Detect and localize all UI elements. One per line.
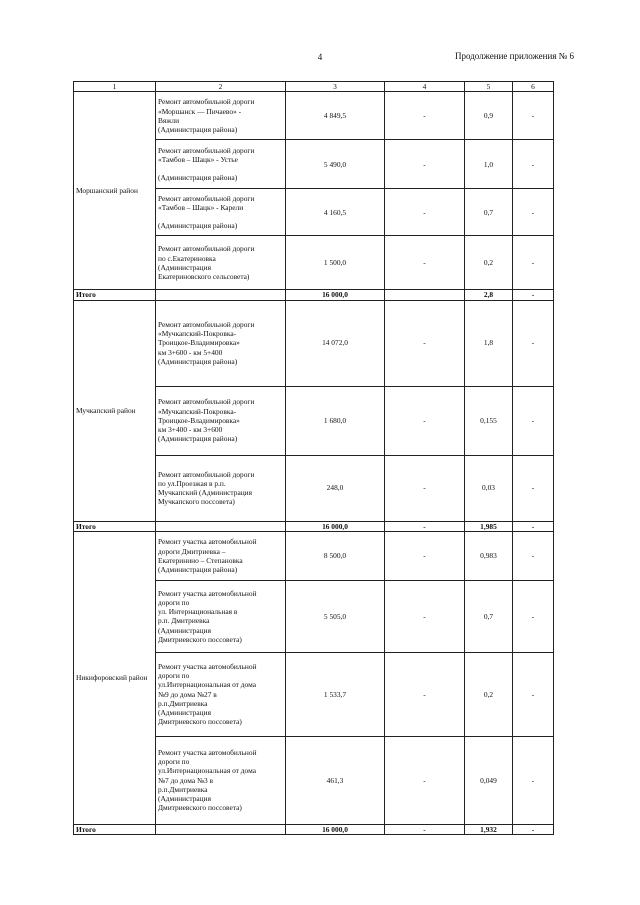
data-table — [73, 81, 554, 835]
description-line: ул.Интернациональная от дома — [158, 766, 256, 776]
total-col6: - — [513, 824, 554, 834]
description-line: (Администрация — [158, 262, 211, 272]
total-empty-cell — [156, 824, 286, 834]
total-label: Итого — [74, 521, 156, 531]
column-number: 4 — [385, 82, 465, 92]
description-line: «Мучкапский-Покровка- — [158, 329, 237, 339]
col6-cell: - — [513, 189, 554, 236]
col6-cell: - — [513, 386, 554, 455]
col4-cell: - — [385, 531, 465, 580]
table-row — [74, 300, 554, 386]
description-line: (Администрация района) — [158, 434, 238, 444]
description-line: (Администрация — [158, 794, 211, 804]
total-col4: - — [385, 824, 465, 834]
col6-cell: - — [513, 92, 554, 140]
amount-cell: 14 072,0 — [286, 300, 385, 386]
length-cell: 0,049 — [465, 736, 513, 824]
total-amount: 16 000,0 — [286, 290, 385, 300]
length-cell: 0,9 — [465, 92, 513, 140]
description-line: «Моршанск — Пичаево» - — [158, 106, 242, 116]
description-line: по с.Екатериновка — [158, 253, 216, 263]
total-col4: - — [385, 521, 465, 531]
description-line: (Администрация района) — [158, 356, 238, 366]
description-line — [158, 164, 283, 173]
description-line: дороги по — [158, 597, 190, 607]
col4-cell: - — [385, 92, 465, 140]
description-line: (Администрация — [158, 625, 211, 635]
description-line: №9 до дома №27 в — [158, 689, 217, 699]
table-row — [74, 92, 554, 140]
description-line: №7 до дома №3 в — [158, 775, 214, 785]
annex-caption: Продолжение приложения № 6 — [454, 51, 574, 61]
description-line: Ремонт автомобильной дороги — [158, 397, 255, 407]
description-line: км 3+400 - км 3+600 — [158, 425, 223, 435]
description-line: км 3+600 - км 5+400 — [158, 347, 223, 357]
description-line: Вяжли — [158, 115, 180, 125]
work-description — [156, 236, 286, 290]
amount-cell: 248,0 — [286, 455, 385, 521]
description-line: Мучкапский (Администрация — [158, 488, 253, 497]
col4-cell: - — [385, 386, 465, 455]
description-line: «Мучкапский-Покровка- — [158, 406, 237, 416]
amount-cell: 461,3 — [286, 736, 385, 824]
work-description — [156, 386, 286, 455]
amount-cell: 1 500,0 — [286, 236, 385, 290]
length-cell: 0,155 — [465, 386, 513, 455]
column-number-row — [74, 82, 554, 92]
amount-cell: 8 500,0 — [286, 531, 385, 580]
amount-cell: 4 849,5 — [286, 92, 385, 140]
work-description — [156, 189, 286, 236]
amount-cell: 5 505,0 — [286, 580, 385, 652]
description-line: Троицкое-Владимировка» — [158, 415, 240, 425]
col4-cell: - — [385, 736, 465, 824]
total-col6: - — [513, 521, 554, 531]
description-line: по ул.Проезжая в р.п. — [158, 478, 226, 488]
description-line: Ремонт автомобильной дороги — [158, 469, 255, 479]
amount-cell: 1 680,0 — [286, 386, 385, 455]
description-line: Ремонт участка автомобильной — [158, 537, 257, 547]
description-line: (Администрация — [158, 708, 211, 718]
work-description — [156, 652, 286, 736]
total-length: 2,8 — [465, 290, 513, 300]
total-empty-cell — [156, 521, 286, 531]
description-line: ул.Интернациональная от дома — [158, 680, 256, 690]
col6-cell: - — [513, 652, 554, 736]
col4-cell: - — [385, 455, 465, 521]
description-line: (Администрация района) — [158, 173, 238, 183]
length-cell: 0,03 — [465, 455, 513, 521]
amount-cell: 1 533,7 — [286, 652, 385, 736]
description-line: дороги Дмитриевка – — [158, 546, 226, 556]
description-line: Ремонт участка автомобильной — [158, 588, 257, 598]
length-cell: 1,0 — [465, 140, 513, 189]
description-line: Ремонт участка автомобильной — [158, 661, 257, 671]
col4-cell: - — [385, 236, 465, 290]
column-number: 1 — [74, 82, 156, 92]
table-row — [74, 531, 554, 580]
description-line: дороги по — [158, 671, 190, 681]
work-description — [156, 531, 286, 580]
work-description — [156, 736, 286, 824]
col6-cell: - — [513, 300, 554, 386]
work-description — [156, 300, 286, 386]
district-cell: Моршанский район — [74, 92, 156, 290]
description-line: Екатериновского сельсовета) — [158, 272, 250, 281]
description-line: (Администрация района) — [158, 565, 238, 574]
length-cell: 0,983 — [465, 531, 513, 580]
length-cell: 0,7 — [465, 189, 513, 236]
col6-cell: - — [513, 580, 554, 652]
description-line: ул. Интернациональная в — [158, 607, 238, 616]
col4-cell: - — [385, 140, 465, 189]
description-line: Екатеринино – Степановка — [158, 555, 243, 565]
total-row — [74, 521, 554, 531]
column-number: 3 — [286, 82, 385, 92]
col4-cell: - — [385, 300, 465, 386]
description-line: р.п. Дмитриевка — [158, 616, 210, 626]
col6-cell: - — [513, 531, 554, 580]
work-description — [156, 92, 286, 140]
length-cell: 0,2 — [465, 652, 513, 736]
description-line: Ремонт автомобильной дороги — [158, 97, 255, 107]
description-line: р.п.Дмитриевка — [158, 698, 208, 708]
length-cell: 1,8 — [465, 300, 513, 386]
col6-cell: - — [513, 455, 554, 521]
description-line: Троицкое-Владимировка» — [158, 338, 240, 348]
column-number: 2 — [156, 82, 286, 92]
description-line: Дмитриевского поссовета) — [158, 634, 242, 644]
col4-cell: - — [385, 189, 465, 236]
work-description — [156, 455, 286, 521]
description-line: Ремонт автомобильной дороги — [158, 319, 255, 329]
description-line: дороги по — [158, 757, 190, 767]
description-line: Ремонт автомобильной дороги — [158, 145, 255, 155]
page-number: 4 — [317, 52, 323, 62]
district-cell: Мучкапский район — [74, 300, 156, 521]
description-line: Ремонт автомобильной дороги — [158, 193, 255, 203]
col4-cell: - — [385, 580, 465, 652]
amount-cell: 5 490,0 — [286, 140, 385, 189]
col4-cell: - — [385, 652, 465, 736]
total-length: 1,985 — [465, 521, 513, 531]
column-number: 6 — [513, 82, 554, 92]
col6-cell: - — [513, 736, 554, 824]
total-col6: - — [513, 290, 554, 300]
description-line: «Тамбов – Шацк» - Карели — [158, 203, 244, 213]
total-col4 — [385, 290, 465, 300]
description-line: Ремонт участка автомобильной — [158, 747, 257, 757]
description-line — [158, 212, 283, 221]
col6-cell: - — [513, 236, 554, 290]
description-line: «Тамбов – Шацк» - Устье — [158, 155, 238, 165]
total-label: Итого — [74, 290, 156, 300]
description-line: р.п.Дмитриевка — [158, 784, 208, 794]
total-row — [74, 290, 554, 300]
total-row — [74, 824, 554, 834]
description-line: Ремонт автомобильной дороги — [158, 244, 255, 254]
total-length: 1,932 — [465, 824, 513, 834]
work-description — [156, 140, 286, 189]
amount-cell: 4 160,5 — [286, 189, 385, 236]
total-amount: 16 000,0 — [286, 521, 385, 531]
description-line: (Администрация района) — [158, 221, 238, 231]
district-cell: Никифоровский район — [74, 531, 156, 824]
length-cell: 0,7 — [465, 580, 513, 652]
description-line: Мучкапского поссовета) — [158, 497, 235, 507]
col6-cell: - — [513, 140, 554, 189]
work-description — [156, 580, 286, 652]
description-line: (Администрация района) — [158, 125, 238, 134]
total-amount: 16 000,0 — [286, 824, 385, 834]
description-line: Дмитриевского поссовета) — [158, 717, 242, 727]
description-line: Дмитриевского поссовета) — [158, 803, 242, 813]
length-cell: 0,2 — [465, 236, 513, 290]
total-label: Итого — [74, 824, 156, 834]
total-empty-cell — [156, 290, 286, 300]
column-number: 5 — [465, 82, 513, 92]
